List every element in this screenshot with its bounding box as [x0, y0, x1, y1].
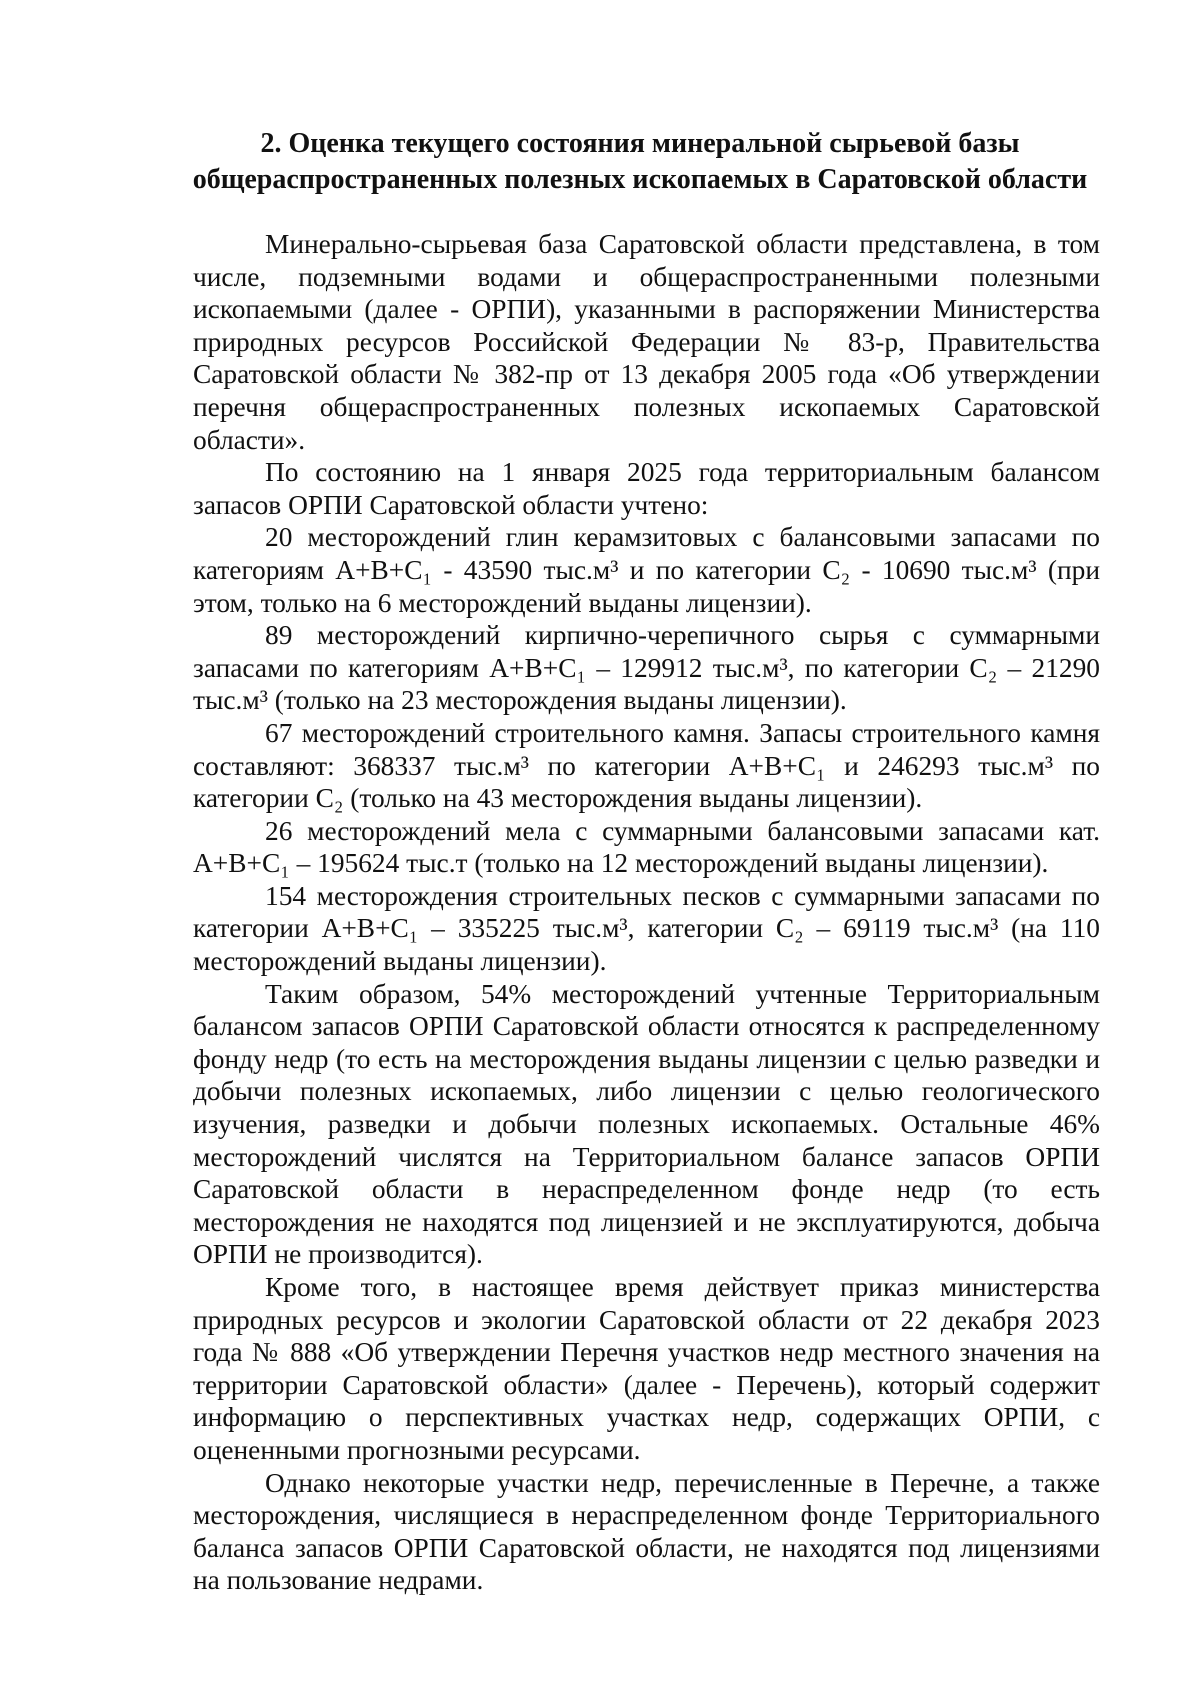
document-body — [193, 228, 1100, 1597]
paragraph-intro: Минерально-сырьевая база Саратовской области представлена, в том числе, подземными водами и общераспространенными полезными ископаемыми (далее - ОРПИ), указанными в распоряжении Министерства природных ресурсов Российской Федерации № 83-р, Правительства Саратовской области № 382-пр от 13 декабря 2005 года «Об утверждении перечня общераспространенных полезных ископаемых Саратовской области». — [193, 229, 1100, 455]
paragraph-conclusion: Однако некоторые участки недр, перечисленные в Перечне, а также месторождения, числящиеся в нераспределенном фонде Территориального баланса запасов ОРПИ Саратовской области, не находятся под лицензиями на пользование недрами. — [193, 1467, 1100, 1596]
paragraph-balance-date: По состоянию на 1 января 2025 года территориальным балансом запасов ОРПИ Саратовской области учтено: — [193, 457, 1100, 520]
paragraph-brick: 89 месторождений кирпично-черепичного сырья с суммарными запасами по категориям A+B+C₁ – 129912 тыс.м³, по категории C₂ – 21290 тыс.м³ (только на 23 месторождения выданы лицензии). — [193, 620, 1100, 716]
paragraph-clay: 20 месторождений глин керамзитовых с балансовыми запасами по категориям A+B+C₁ - 43590 тыс.м³ и по категории C₂ - 10690 тыс.м³ (при этом, только на 6 месторождений выданы лицензии). — [193, 522, 1100, 618]
section-heading — [180, 126, 1100, 198]
paragraph-order: Кроме того, в настоящее время действует приказ министерства природных ресурсов и экологии Саратовской области от 22 декабря 2023 года № 888 «Об утверждении Перечня участков недр местного значения на территории Саратовской области» (далее - Перечень), который содержит информацию о перспективных участках недр, содержащих ОРПИ, с оцененными прогнозными ресурсами. — [193, 1272, 1100, 1465]
heading-line-2: общераспространенных полезных ископаемых в Саратовской области — [192, 164, 1088, 195]
paragraph-stone: 67 месторождений строительного камня. Запасы строительного камня составляют: 368337 тыс.м³ по категории A+B+C₁ и 246293 тыс.м³ по категории C₂ (только на 43 месторождения выданы лицензии). — [193, 717, 1100, 814]
paragraph-sand: 154 месторождения строительных песков с суммарными запасами по категории A+B+C₁ – 335225 тыс.м³, категории C₂ – 69119 тыс.м³ (на 110 месторождений выданы лицензии). — [193, 880, 1100, 977]
paragraph-summary: Таким образом, 54% месторождений учтенные Территориальным балансом запасов ОРПИ Саратовской области относятся к распределенному фонду недр (то есть на месторождения выданы лицензии с целью разведки и добычи полезных ископаемых, либо лицензии с целью геологического изучения, разведки и добычи полезных ископаемых. Остальные 46% месторождений числятся на Территориальном балансе запасов ОРПИ Саратовской области в нераспределенном фонде недр (то есть месторождения не находятся под лицензией и не эксплуатируются, добыча ОРПИ не производится). — [193, 978, 1100, 1270]
paragraph-chalk: 26 месторождений мела с суммарными балансовыми запасами кат. A+B+C₁ – 195624 тыс.т (только на 12 месторождений выданы лицензии). — [193, 815, 1100, 879]
heading-line-1: 2. Оценка текущего состояния минеральной сырьевой базы — [260, 128, 1020, 159]
